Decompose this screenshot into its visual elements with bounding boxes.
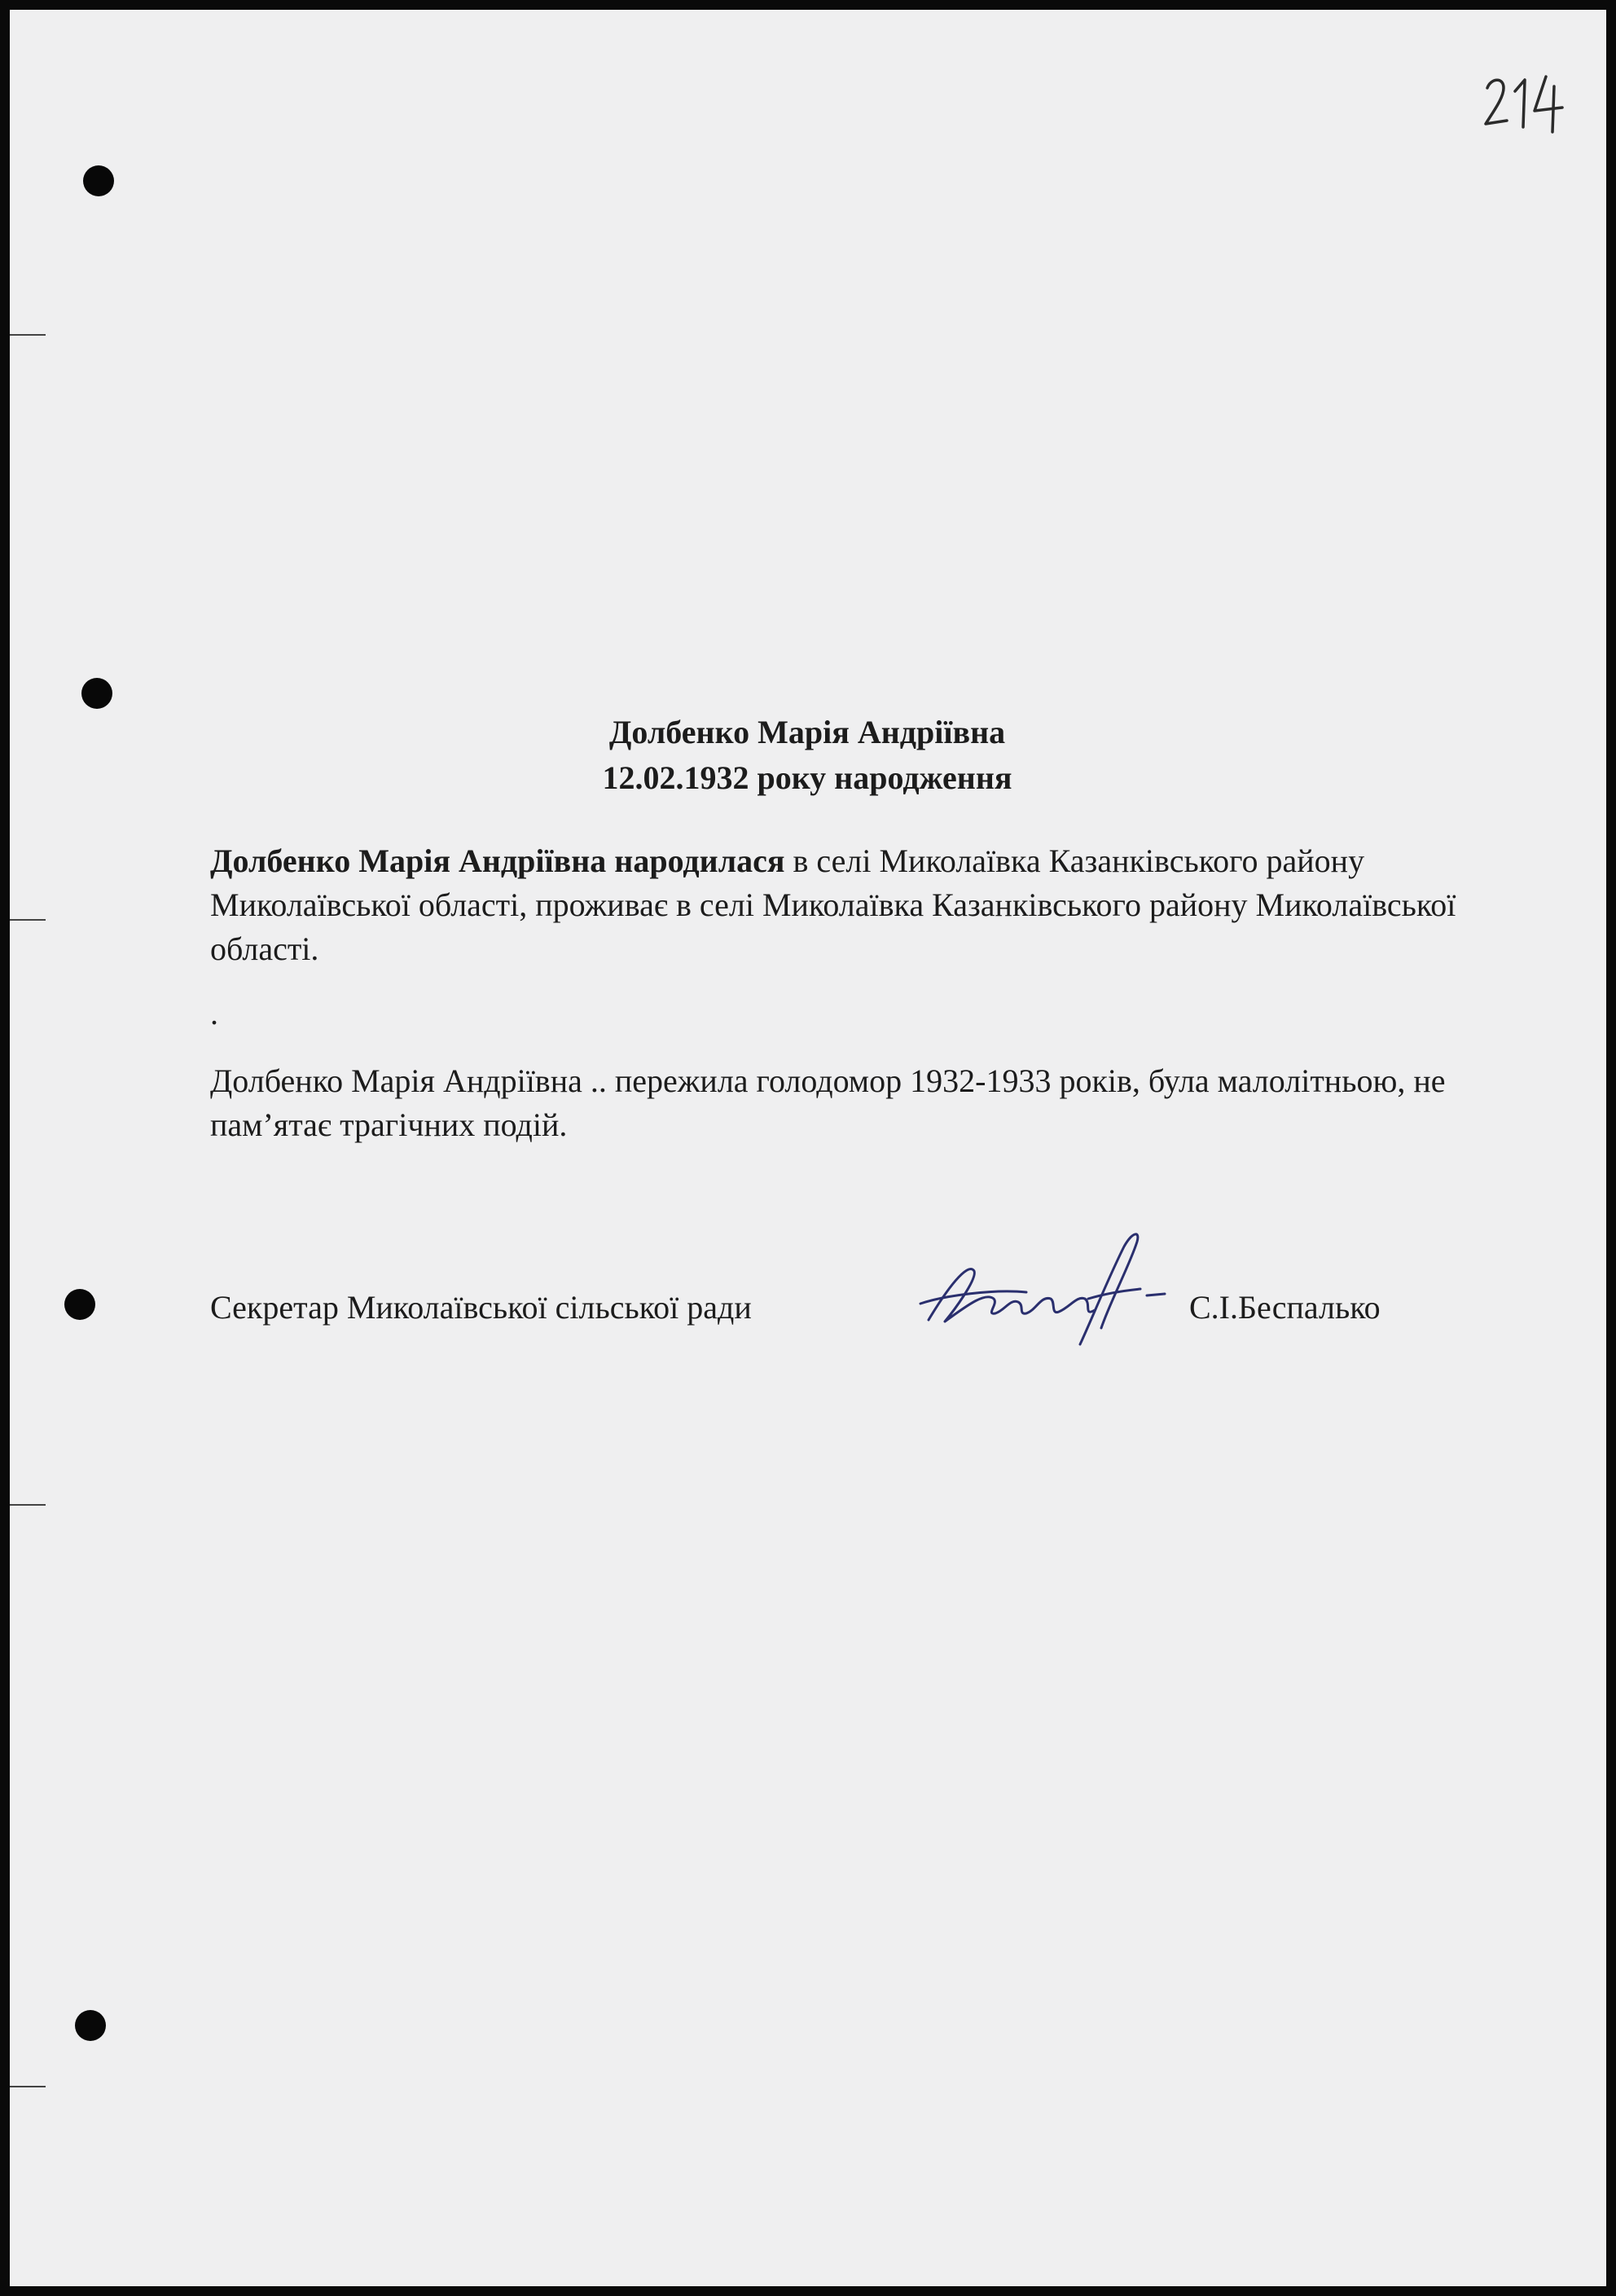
paragraph-rest: в селі Миколаївка Казанківського району Миколаївської області, проживає в селі Миколаївка Казанківського району Миколаївської області. [210, 842, 1456, 967]
paragraph-birthplace [210, 839, 1497, 971]
dot-line: . [210, 995, 218, 1031]
edge-mark [10, 2086, 46, 2087]
paragraph-bold-lead: Долбенко Марія Андріївна народилася [210, 842, 785, 879]
heading-birth: 12.02.1932 року народження [602, 759, 1012, 796]
handwritten-signature [896, 1214, 1205, 1361]
punch-hole [64, 1289, 95, 1320]
edge-mark [10, 919, 46, 921]
folio-number [1482, 64, 1572, 137]
folio-handwriting [1482, 64, 1572, 137]
signature-icon [896, 1214, 1205, 1361]
heading-name: Долбенко Марія Андріївна [608, 714, 1006, 750]
edge-mark [10, 334, 46, 336]
signatory-position: Секретар Миколаївської сільської ради [210, 1289, 752, 1326]
punch-hole [81, 678, 112, 709]
punch-hole [75, 2010, 106, 2041]
punch-hole [83, 165, 114, 196]
paragraph-holodomor: Долбенко Марія Андріївна .. пережила голодомор 1932-1933 років, була малолітньою, не пам’ятає трагічних подій. [210, 1062, 1446, 1143]
document-page [8, 8, 1606, 2288]
signer-name: С.І.Беспалько [1189, 1289, 1381, 1326]
edge-mark [10, 1504, 46, 1506]
